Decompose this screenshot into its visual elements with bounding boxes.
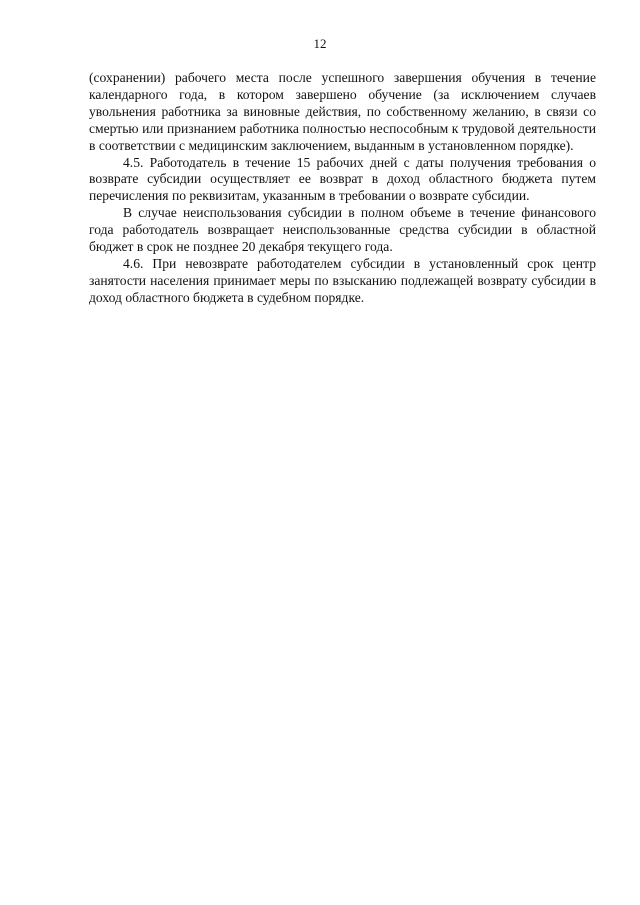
paragraph-clause-4-6: 4.6. При невозврате работодателем субсидии в установленный срок центр занятости населения принимает меры по взысканию подлежащей возврату субсидии в доход областного бюджета в судебном порядке. xyxy=(89,255,596,305)
paragraph-clause-4-5: 4.5. Работодатель в течение 15 рабочих дней с даты получения требования о возврате субсидии осуществляет ее возврат в доход областного бюджета путем перечисления по реквизитам, указанным в требовании о возврате субсидии. xyxy=(89,154,596,204)
document-body xyxy=(89,70,596,307)
page-number: 12 xyxy=(313,36,327,51)
paragraph-unused-subsidy: В случае неиспользования субсидии в полном объеме в течение финансового года работодатель возвращает неиспользованные средства субсидии в областной бюджет в срок не позднее 20 декабря текущего года. xyxy=(89,205,596,255)
paragraph-continuation: (сохранении) рабочего места после успешного завершения обучения в течение календарного года, в котором завершено обучение (за исключением случаев увольнения работника за виновные действия, по собственному желанию, в связи со смертью или признанием работника полностью неспособным к трудовой деятельности в соответствии с медицинским заключением, выданным в установленном порядке). xyxy=(89,70,596,153)
